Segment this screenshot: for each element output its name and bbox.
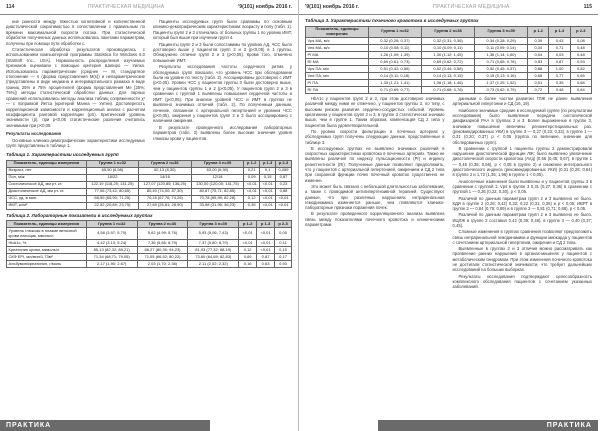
table-cell: <0,01 <box>276 195 292 202</box>
table-cell: 0,34 <box>528 45 549 52</box>
paragraph: Статистическая обработка результатов производилась с использованием компьютерной программы Statistica for Windows 6.0 (StatSoft Inc., USA). Нормальность распределения изучаемых признаков оценивали с помощью критерия Шапиро — Уилка. Использовались параметрические (среднее — M, стандартное отклонение — s (форма представления М(s)) и непараметрические (представлены в виде медиана и интерквартильного размаха в виде границ 25% и 75% процентилей (форма представления Ме [25%; 75%]) методы статистической обработки данных. Для парных сравнений использовались методы анализа таблиц сопряженности χ² — с поправкой Йетса (критерий Манна — Уитни). Достоверность корреляционной зависимости и корреляционный анализ с расчетом коэффициента ранговой корреляции (рS). Критический уровень значимости (р), при р<0,05 статистические различия считались значимыми при р<0,05. <box>6 47 145 128</box>
table-cell: 80,40 (74,00; 87,30) <box>139 188 192 195</box>
table-header: Показатель, единицы измерения <box>306 26 369 38</box>
table-cell: <0,01 <box>260 188 276 195</box>
table-cell: 71,34 (68,71; 79,05) <box>86 253 137 260</box>
table-cell: 22,52 (20,89; 23,75) <box>86 202 138 209</box>
table-cell: 0,88 <box>528 66 549 73</box>
table-cell: 0,88 <box>276 188 292 195</box>
table-row <box>7 181 292 188</box>
table-cell: 0,12 <box>244 195 260 202</box>
paragraph: Аналогичные изменения были выявлены и у пациентов группы 3 в сравнении с группой 1: Vps в группе 3 0,31 (0,27; 0,36) в сравнении с группой 1 — 0,26 (0,22; 0,30), р < 0,05. <box>452 178 592 195</box>
paragraph: В сравнении с группой 1 пациенты группы 2 демонстрировали нарушение диастолической функции ЛЖ: было выявлено увеличение диастолической скорости кровотока (AVд) (0,56 (0,45; 0,67), в группе 1 — 0,46 (0,36; 0,56), р < 0,05 в группе 2) и снижение интегрального диастолического индекса (рекоминдированных УКИ) (0,31 (0,26; 0,64) в группе 2 и 1,72 (1,35; 1,96) в группе 1 < 0,05). <box>452 145 592 178</box>
table-row <box>7 228 292 240</box>
paragraph: В исследуемых группах не выявлено значимых различий в скоростных характеристиках кровотока в почечных артериях. Также не выявлены различия по индексу пульсационности (PI) и индексу резистентности (RI). Полученные данные позволяют предположить, что у пациентов с артериальной гипертонией, ожирением и СД 2 типа при сохранной функции почек почечный кровоток существенно не изменен. <box>305 145 445 183</box>
table-cell: 2,03 (1,70; 2,36) <box>137 260 188 267</box>
left-column-2 <box>153 19 292 149</box>
table-cell: 0,21 <box>244 167 260 174</box>
left-text-columns <box>0 15 298 149</box>
table-cell: 14/16 <box>139 174 192 181</box>
table-header: р 1-2 <box>244 160 260 167</box>
table-cell: 0,1 <box>260 167 276 174</box>
table-cell: 0,63 <box>257 260 275 267</box>
table-cell: 0,93 <box>570 59 591 66</box>
right-page-number: 115 <box>583 4 592 10</box>
table-cell: Возраст, лет <box>7 167 87 174</box>
table-cell: 0,35 <box>244 202 260 209</box>
table-cell: 0,77 <box>549 73 570 80</box>
left-page <box>0 0 299 431</box>
table-cell: Диастолическое АД, мм рт. ст. <box>7 188 87 195</box>
table-cell: 7,37 (5,80; 8,79) <box>188 240 239 247</box>
table-cell: 0,48 <box>570 45 591 52</box>
table-cell: 1,37 (1,25; 1,52) <box>475 80 528 87</box>
paragraph: Наиболее значимые средние в исследуемой группе (по результатам исследования) было выявление передачи систолической диафизарной РАА в группах 2 и 3. Более выраженные в группе 3, значимое повышение величины реноинтерстициальных раз. (рекоминдированных УКИ) в группе 3 — 0,27 (0,23; 0,33), в группе 1 — 0,31 (0,20; 0,37) р < 0,05 (группа по величине, значение для обследованных групп). <box>452 107 592 145</box>
table-cell: 63,00 (6,90) <box>191 167 244 174</box>
table-cell: 1,36 (1,18; 1,46) <box>422 80 475 87</box>
table-header: Группа 2 n=36 <box>137 221 188 228</box>
table-cell: 1,30 (1,12; 1,45) <box>422 52 475 59</box>
table-cell: HbA1c, % <box>7 240 87 247</box>
table-cell: 70,78 (65,99; 82,28) <box>191 195 244 202</box>
table-cell: ЧСС, уд. в мин. <box>7 195 87 202</box>
table-cell: 0,52 <box>570 66 591 73</box>
table-cell: 0,14 (0,11; 0,18) <box>368 73 421 80</box>
table-cell: 0,39 <box>528 38 549 45</box>
table-header: Группа 2 n=36 <box>139 160 192 167</box>
table-cell: ИМТ, кг/м² <box>7 202 87 209</box>
table-cell: 0,69 <box>239 253 257 260</box>
right-issue: '9(101) ноябрь 2016 г. <box>305 4 359 10</box>
table-cell: Креатинин крови, мкмоль/л <box>7 246 87 253</box>
table-row <box>306 73 592 80</box>
table-cell: 122,19 (118,25; 131,25) <box>86 181 138 188</box>
paragraph: Различий по данным параметрам групп 2 и 3 выявлено не было. ИЦЛЖ в группе 2 составил 0,42 (0,39; 0,46), в группе 3 — 0,40 (0,37; 0,45). <box>452 212 592 228</box>
table-cell: <0,01 <box>276 202 292 209</box>
table-header: Группа 1 n=32 <box>368 26 421 38</box>
table-cell: 0,87 <box>549 59 570 66</box>
table-cell: 0,05 <box>275 228 292 240</box>
table-cell: Ved ПА, м/с <box>306 73 369 80</box>
table-cell: 4,58 (3,97; 5,70) <box>86 228 137 240</box>
left-page-number: 114 <box>6 4 15 10</box>
table-cell: 0,089 <box>276 167 292 174</box>
table-cell: 1,26 (1,09; 1,39) <box>368 52 421 59</box>
table-cell: 0,93 <box>275 260 292 267</box>
table-cell: 0,71 (0,65; 0,76) <box>475 59 528 66</box>
table-cell: 0,69 (0,61; 0,73) <box>368 59 421 66</box>
table-cell: 0,23 <box>276 181 292 188</box>
table-cell: 65,50 (6,98) <box>86 167 138 174</box>
table-cell: 0,10 (0,08; 0,11) <box>368 45 421 52</box>
table2 <box>6 220 292 268</box>
paragraph: Различий по данным параметрам групп 2 и 3 выявлено не было. КДИ в группе 2 (0,26; 0,42) 0,32; 0,22 (0,31; 0,35) и р < 0,05; ИВРТ в группе 2 — 0,84 (0,76; 0,89) и в группе 3 — 0,81 (0,71; 0,88), р < 0,05. <box>452 195 592 212</box>
table-cell: 0,72 <box>528 87 549 94</box>
table1 <box>6 160 292 210</box>
left-column-1 <box>6 19 145 149</box>
table-row <box>306 87 592 94</box>
table-cell: 12/18 <box>191 174 244 181</box>
table-cell: 0,48 <box>549 87 570 94</box>
paragraph: данными о более частом развитии ГЛЖ не ранее выявления артериальной гипертонии и СД (16, 19). <box>452 96 592 107</box>
table-cell: <0,01 <box>260 181 276 188</box>
left-page-header <box>0 0 298 15</box>
left-footer-band <box>0 420 210 431</box>
table-cell: 73,60 (64,69; 82,83) <box>188 253 239 260</box>
table-header: р 1-2 <box>528 26 549 38</box>
table-cell: RI MA <box>306 59 369 66</box>
table-cell: <0,01 <box>239 228 257 240</box>
paragraph: В результате проведенного корреляционного анализа выявлена связь между показателями почечного кровотока и клиническими параметрами. <box>305 211 445 227</box>
table-header: р 1-3 <box>549 26 570 38</box>
table-cell: 0,53 <box>528 59 549 66</box>
table-cell: <0,01 <box>257 240 275 247</box>
table-cell: 0,48 <box>570 52 591 59</box>
paragraph: Пациенты исследуемых групп были сравнимы по основным клинико-демографическим характеристикам: возрасту и полу (табл. 1). Пациенты групп 2 и 3 отличались от больных группы 1 по уровню ИМТ, который был выше при изучении групп 4. <box>153 19 292 41</box>
table-cell: <0,01 <box>239 240 257 247</box>
paragraph: Результаты исследования частоты сердечного ритма у обследуемых групп показали, что уровень ЧСС при обследовании были на уровне по тексту (табл. 2). Ассоциированы достоверно с ИМТ (р<0,05). Уровни ЧСС у пациентов группы 3 были достоверно выше, чем у пациентов группы 1 и 2 (р<0,05). У пациентов групп 2 и 3 в сравнении с группой 1 выявлены повышения сердечной частоты и ИМТ (р<0,05). При анализе уровней ЧСС и ИМТ в группах не выявлено значимых отличий (табл. 2). По полученным данным, лечение, связанное с артериальной гипертонией и уровнем ЧСС (р<0,05), ожирения у пациентов групп 2 и 3 было ассоциировано с наличием ожирения. <box>153 64 292 124</box>
table-cell: 0,16 <box>239 260 257 267</box>
table-header: Группа 3 n=39 <box>188 221 239 228</box>
table-cell: Vps ПА, м/с <box>306 66 369 73</box>
results-heading: Результаты исследования <box>6 131 62 137</box>
table-cell: 62,13 (8,30) <box>139 167 192 174</box>
right-column-2 <box>453 96 593 290</box>
table-cell: Пол, м/ж <box>7 174 87 181</box>
table-cell: 81,93 (77,32; 88,19) <box>188 246 239 253</box>
table-cell: 0,32 (0,26; 0,37) <box>368 38 421 45</box>
left-footer-label: ПРАКТИКА <box>6 422 52 429</box>
table1-header-row <box>7 160 292 167</box>
table-row <box>306 80 592 87</box>
paragraph: HbA1c у пациентов групп 2 и 3, при этом достоверно значимых различий между ними не отмечено, у пациентов группы 3, по типу, с высоким риском развития сердечно-сосудистых событий. Уровень креатинина у пациентов групп 2 и 3, в группе 3 статистически значимо выше, чем в группе 1. Таким образом, компенсация СД 2 типа у пациентов была удовлетворительной. <box>305 96 445 128</box>
table-cell: Ved MA, м/с <box>306 45 369 52</box>
table-header: Группа 3 n=39 <box>475 26 528 38</box>
table-cell: 1,33 (1,21; 1,41) <box>368 80 421 87</box>
table-cell: 0,84 <box>570 87 591 94</box>
table-cell: 0,35 <box>549 80 570 87</box>
table-cell: 0,17 <box>275 253 292 260</box>
right-page <box>299 0 598 431</box>
table-cell: 2,11 (2,02; 2,32) <box>188 260 239 267</box>
table-header: р 2-3 <box>276 160 292 167</box>
table-cell: Альбумин/креатинин, г/моль <box>7 260 87 267</box>
table-header: р 2-3 <box>275 221 292 228</box>
table-cell: Систолическое АД, мм рт. ст. <box>7 181 87 188</box>
table-cell: 0,11 (0,09; 0,14) <box>475 45 528 52</box>
table3-caption: Таблица 3. Характеристики почечного кровотока в исследуемых группах <box>305 18 479 23</box>
table-cell: 2,17 (1,90; 2,67) <box>86 260 137 267</box>
table-cell: <0,01 <box>244 181 260 188</box>
table-row <box>7 195 292 202</box>
table-cell: RI ПА <box>306 87 369 94</box>
table-cell: 27,89 (25,81; 28,90) <box>139 202 192 209</box>
table-cell: 33,98 (31,95; 36,23) <box>191 202 244 209</box>
table2-header-row <box>7 221 292 228</box>
table-cell: 0,14 (0,13; 0,15) <box>422 73 475 80</box>
paragraph: ние ранности между тяжестью когнитивной и количественной диастолической сократимостью в сопоставлении с правильным по времени максимальной скорости потока. При статистической обработке полученных данных использовалась пакетами параметрам, получены при помощи пути обработки с. <box>6 19 145 46</box>
table-cell: 0,15 <box>260 174 276 181</box>
table-row <box>306 66 592 73</box>
table-cell: PI ПА <box>306 80 369 87</box>
table-cell: 71,05 (66,52; 80,22) <box>137 253 188 260</box>
table-cell: <0,01 <box>260 202 276 209</box>
table-cell: 127,07 (120,85; 136,25) <box>139 181 192 188</box>
table-cell: 4,42 (3,13; 5,24) <box>86 240 137 247</box>
right-page-header <box>299 0 598 15</box>
right-footer-label: ПРАКТИКА <box>546 422 592 429</box>
table-cell: 0,51 <box>528 80 549 87</box>
table-cell: 0,71 <box>549 45 570 52</box>
table-row <box>7 260 292 267</box>
table-cell: 70,16 (67,76; 74,26) <box>139 195 192 202</box>
table2-caption: Таблица 2. Лабораторные показатели в исследуемых группах <box>6 212 153 218</box>
left-journal-title: ПРАКТИЧЕСКАЯ МЕДИЦИНА <box>87 4 165 10</box>
paragraph: Выявленные в группах 2 и 3 отличия можно рассматривать как проявление ранних нарушений в органах-мишенях у пациентов с метаболическим синдромом. При этом изменения почечного кровотока не достигали статистической значимости, что требует дальнейших исследований на больших выборках. <box>452 246 592 273</box>
table-header: р 1-2 <box>239 221 257 228</box>
table-row <box>7 246 292 253</box>
table-cell: <0,01 <box>260 195 276 202</box>
right-text-columns <box>299 94 598 290</box>
table-cell: 0,08 <box>570 38 591 45</box>
paragraph: В результате проведенного исследования лабораторных параметров (табл. 2) выявлены более высокие значения уровня глюкозы крови у пациентов. <box>153 124 292 141</box>
paragraph: Основные клинико-демографические характеристики исследуемых групп представлены в таблице 1. <box>6 137 145 148</box>
table-cell: 0,52 (0,45; 0,57) <box>475 66 528 73</box>
table-cell: 0,11 <box>275 240 292 247</box>
table-header: Группа 1 n=32 <box>86 160 138 167</box>
table-cell: 0,52 (0,44; 0,58) <box>422 66 475 73</box>
table-cell: 0,12 <box>239 246 257 253</box>
table-cell: 0,71 (0,68; 0,76) <box>422 87 475 94</box>
table-cell: 130,00 (120,00; 141,75) <box>191 181 244 188</box>
table-cell: 1,00 <box>549 66 570 73</box>
table-cell: <0,01 <box>257 228 275 240</box>
paragraph: Пациенты групп 2 и 3 были сопоставимы по уровню АД, ЧСС было достоверно выше у пациентов групп 2 и 3 (р<0,05) в 1 группы. Обнаружено отличие групп 2 и 3 (р<0,05). Кроме того, отмечено повышение ИМТ. <box>153 41 292 63</box>
table-cell: 86,27 (80,30; 94,23) <box>137 246 188 253</box>
paragraph: Результаты исследования подтверждают целесообразность комплексного обследования пациентов с сочетанием указанных заболеваний. <box>452 273 592 290</box>
table-cell: 0,43 <box>549 38 570 45</box>
table-header: р 1-3 <box>260 160 276 167</box>
table-header: р 2-3 <box>570 26 591 38</box>
table-row <box>306 38 592 45</box>
paragraph: Это может быть связано с небольшой длительностью заболевания, а также с проводимой антигипертензивной терапией. Существуют данные, что при различных нарушениях интраренальная гемодинамика изменяется раньше, чем появляются клинико-лабораторные признаки поражения почек. <box>305 183 445 211</box>
table-row <box>7 188 292 195</box>
table-cell: 0,15 <box>275 246 292 253</box>
table-cell: 5,93 (5,06; 7,43) <box>188 228 239 240</box>
table-cell: 68,59 (65,90; 71,25) <box>86 195 138 202</box>
table-header: Показатель, единицы измерения <box>7 160 87 167</box>
right-column-1 <box>305 96 445 290</box>
table-cell: 5,62 (4,99; 5,76) <box>137 228 188 240</box>
table-header: Показатель, единицы измерения <box>7 221 87 228</box>
table-cell: 0,66 <box>528 73 549 80</box>
table-cell: 0,51 (0,42; 0,56) <box>368 66 421 73</box>
table-cell: 0,09 <box>244 174 260 181</box>
table-cell: PI MA <box>306 52 369 59</box>
table-cell: 0,87 <box>276 174 292 181</box>
table-row <box>7 167 292 174</box>
table-header: Группа 3 n=39 <box>191 160 244 167</box>
table-cell: 0,68 <box>570 80 591 87</box>
table-cell: 0,65 <box>570 73 591 80</box>
table-cell: <0,01 <box>244 188 260 195</box>
table-row <box>7 240 292 247</box>
table-cell: 0,15 (0,13; 0,16) <box>475 73 528 80</box>
paragraph: По уровню скорости фильтрации в почечных артериях у обследуемых групп получены следующие данные, представленные в таблице 3. <box>305 128 445 145</box>
table-cell: 0,87 <box>257 253 275 260</box>
table-row <box>7 253 292 260</box>
table-cell: 80,87 (75,71; 82,85) <box>191 188 244 195</box>
table-cell: 0,71 (0,69; 0,77) <box>368 87 421 94</box>
right-journal-title: ПРАКТИЧЕСКАЯ МЕДИЦИНА <box>433 4 510 10</box>
table-header: Группа 1 n=32 <box>86 221 137 228</box>
table-header: р 1-3 <box>257 221 275 228</box>
table-cell: 77,06 (73,42; 80,65) <box>86 188 138 195</box>
table-cell: 0,73 (0,62; 0,79) <box>475 87 528 94</box>
table-row <box>306 59 592 66</box>
table-cell: 0,03 <box>549 52 570 59</box>
table-cell: 1,36 (1,14; 1,60) <box>475 52 528 59</box>
table1-caption: Таблица 1. Характеристики исследуемых групп <box>6 152 119 158</box>
table-cell: 0,69 (0,62; 0,72) <box>422 59 475 66</box>
table-cell: 0,32 (0,31; 0,36) <box>422 38 475 45</box>
table-cell: Vps MA, м/с <box>306 38 369 45</box>
table-row <box>7 202 292 209</box>
table-row <box>7 174 292 181</box>
table-cell: СКФ EPI, мл/мин/1,73м² <box>7 253 87 260</box>
table-cell: 7,36 (5,85; 8,79) <box>137 240 188 247</box>
table-cell: <0,01 <box>257 246 275 253</box>
table-cell: Уровень глюкозы в плазме венозной крови натощак, ммоль/л <box>7 228 87 240</box>
table-cell: 85,13 (82,32; 89,21) <box>86 246 137 253</box>
table-header: Группа 2 n=36 <box>422 26 475 38</box>
table-row <box>306 45 592 52</box>
table3-header-row <box>306 26 592 38</box>
right-footer-band <box>378 420 598 431</box>
table-cell: 0,10 (0,09; 0,11) <box>422 45 475 52</box>
table-cell: 18/22 <box>86 174 138 181</box>
table-row <box>306 52 592 59</box>
table-cell: 0,34 (0,28; 0,29) <box>475 38 528 45</box>
table-cell: 0,54 <box>528 52 549 59</box>
left-issue: '9(101) ноябрь 2016 г. <box>238 4 292 10</box>
paragraph: Сложные изменения в группах сравнения позволяют предположить связь интраренальной гемодинамики и функции миокарда у пациентов с сочетанием артериальной гипертонии, ожирения и СД 2 типа. <box>452 229 592 245</box>
table3 <box>305 26 592 95</box>
